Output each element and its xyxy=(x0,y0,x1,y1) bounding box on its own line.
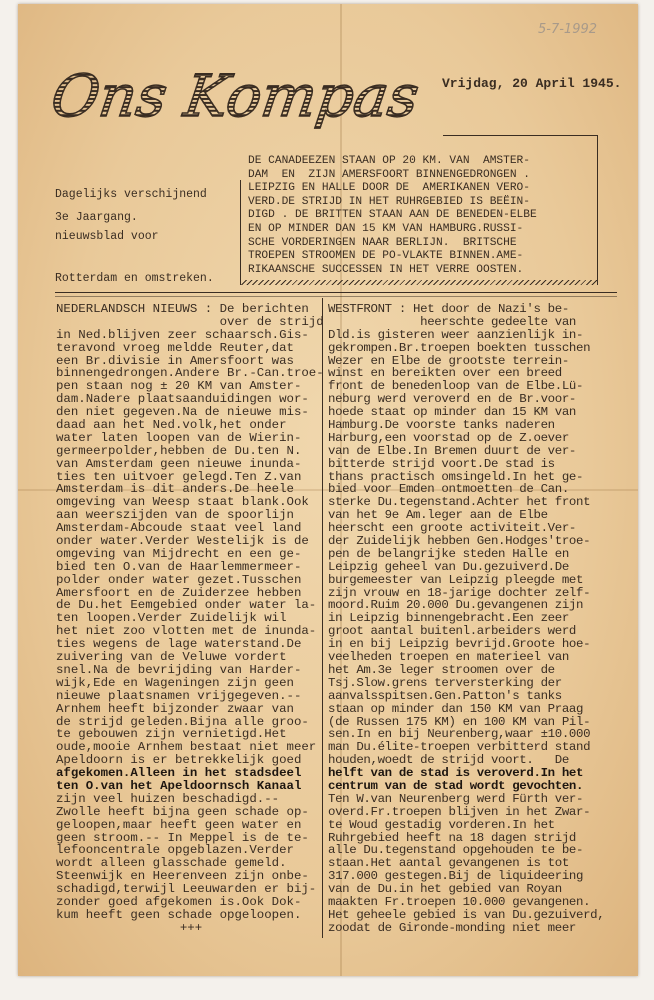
tagline xyxy=(55,160,214,300)
text-line: RIKAANSCHE SUCCESSEN IN HET VERRE OOSTEN. xyxy=(248,263,524,276)
text-line: een Br.divisie in Amersfoort was xyxy=(56,353,294,368)
text-line: SCHE VORDERINGEN NAAR BERLIJN. BRITSCHE xyxy=(248,236,517,249)
text-line: het niet zoo vlotten met de inunda- xyxy=(56,624,317,639)
text-line: zuivering van de Veluwe vordert xyxy=(56,650,287,665)
text-line: water laten loopen van de Wierin- xyxy=(56,430,302,445)
text-line: schadigd,terwijl Leeuwarden er bij- xyxy=(56,882,317,897)
text-line: bied ten O.van de Haarlemmermeer- xyxy=(56,559,302,574)
text-line: de strijd geleden.Bijna alle groo- xyxy=(56,714,309,729)
text-line: over de strijd xyxy=(56,314,324,329)
box-border-right xyxy=(597,135,598,285)
header-rule xyxy=(55,292,617,297)
text-line: lefooncentrale opgeblazen.Verder xyxy=(56,843,294,858)
text-line: Wezer en Elbe de grootste terrein- xyxy=(328,353,569,368)
text-line: aanvalsspitsen.Gen.Patton's tanks xyxy=(328,688,562,703)
text-line: Hamburg.De voorste tanks naderen xyxy=(328,418,555,433)
text-line: Ten W.van Neurenberg werd Fürth ver- xyxy=(328,791,584,806)
text-line: Amsterdam-Abcoude staat veel land xyxy=(56,521,302,536)
text-line: den niet gegeven.Na de nieuwe mis- xyxy=(56,405,309,420)
headline-box xyxy=(240,135,598,287)
text-line: Zwolle heeft bijna geen schade op- xyxy=(56,804,309,819)
text-line: Ruhrgebied heeft na 18 dagen strijd xyxy=(328,830,576,845)
text-line: van de Du.in het gebied van Royan xyxy=(328,882,562,897)
text-line: ties ten uitvoer gelegd.Ten Z.van xyxy=(56,469,302,484)
text-line: heerschte gedeelte van xyxy=(328,314,576,329)
text-line: hoede staat op minder dan 15 KM van xyxy=(328,405,576,420)
tagline-line: Dagelijks verschijnend xyxy=(55,188,207,201)
text-line: DAM EN ZIJN AMERSFOORT BINNENGEDRONGEN . xyxy=(248,168,530,181)
text-line: Amersfoort en de Zuiderzee hebben xyxy=(56,585,302,600)
text-line: Tsj.Slow.grens terversterking der xyxy=(328,675,562,690)
text-line: Harburg,een voorstad op de Z.oever xyxy=(328,430,569,445)
text-line: staan.Het aantal gevangenen is tot xyxy=(328,856,569,871)
text-line: 317.000 gestegen.Bij de liquideering xyxy=(328,869,584,884)
tagline-line: Rotterdam en omstreken. xyxy=(55,272,214,285)
text-line: omgeving van Mijdrecht en een ge- xyxy=(56,546,302,561)
text-line: geen stroom.-- In Meppel is de te- xyxy=(56,830,309,845)
box-border-left xyxy=(240,180,241,285)
text-line: staan op minder dan 150 KM van Praag xyxy=(328,701,584,716)
text-line: LEIPZIG EN HALLE DOOR DE AMERIKANEN VERO- xyxy=(248,182,530,195)
text-line: van Amsterdam geen nieuwe inunda- xyxy=(56,456,302,471)
text-line: DE CANADEEZEN STAAN OP 20 KM. VAN AMSTER- xyxy=(248,155,530,167)
text-line: het Am.3e leger stroomen over de xyxy=(328,662,555,677)
text-line: winst en bereikten over een breed xyxy=(328,366,562,381)
text-line: ten loopen.Verder Zuidelijk wil xyxy=(56,611,287,626)
text-line: maakten Fr.troepen 10.000 gevangenen. xyxy=(328,894,591,909)
text-line: germeerpolder,hebben de Du.ten N. xyxy=(56,443,302,458)
text-line: alle Du.tegenstand opgehouden te be- xyxy=(328,843,584,858)
text-line: DIGD . DE BRITTEN STAAN AAN DE BENEDEN-ELBE xyxy=(248,209,537,222)
text-line: der Zuidelijk hebben Gen.Hodges'troe- xyxy=(328,534,591,549)
text-line: polder onder water gezet.Tusschen xyxy=(56,572,302,587)
text-line: thans practisch omsingeld.In het ge- xyxy=(328,469,584,484)
text-line: EN OP MINDER DAN 15 KM VAN HAMBURG.RUSSI- xyxy=(248,222,524,235)
text-line: bitterde strijd voort.De stad is xyxy=(328,456,555,471)
text-line: daad aan het Ned.volk,het onder xyxy=(56,418,287,433)
text-line: gekrompen.Br.troepen boekten tusschen xyxy=(328,340,591,355)
issue-date: Vrijdag, 20 April 1945. xyxy=(442,76,622,91)
text-line: te Woud gestadig vorderen.In het xyxy=(328,817,555,832)
text-line: NEDERLANDSCH NIEUWS : De berichten xyxy=(56,302,309,316)
handwritten-note: 5-7-1992 xyxy=(538,22,598,37)
text-line: in en bij Leipzig bevrijd.Groote hoe- xyxy=(328,637,591,652)
text-line: nieuwe plaatsnamen vrijgegeven.-- xyxy=(56,688,302,703)
text-line: helft van de stad is veroverd.In het xyxy=(328,766,584,781)
text-line: houden,woedt de strijd voort. De xyxy=(328,753,569,768)
text-line: van de Elbe.In Bremen duurt de ver- xyxy=(328,443,576,458)
text-line: neburg werd veroverd en de Br.voor- xyxy=(328,392,576,407)
tagline-line: nieuwsblad voor xyxy=(55,230,159,243)
text-line: groot aantal buitenl.arbeiders werd xyxy=(328,624,576,639)
text-line: veelheden troepen en materieel van xyxy=(328,650,569,665)
text-line: de Du.het Eemgebied onder water la- xyxy=(56,598,317,613)
text-line: binnengedrongen.Andere Br.-Can.troe- xyxy=(56,366,324,381)
text-line: overd.Fr.troepen blijven in het Zwar- xyxy=(328,804,591,819)
text-line: zonder goed afgekomen is.Ook Dok- xyxy=(56,894,302,909)
text-line: in Ned.blijven zeer schaarsch.Gis- xyxy=(56,327,309,342)
text-line: Dld.is gisteren weer aanzienlijk in- xyxy=(328,327,584,342)
text-line: snel.Na de bevrijding van Harder- xyxy=(56,662,302,677)
text-line: van het 9e Am.leger aan de Elbe xyxy=(328,508,548,523)
text-line: dam.Nadere plaatsaanduidingen wor- xyxy=(56,392,309,407)
text-line: zijn vrouw en 18-jarige dochter zelf- xyxy=(328,585,591,600)
text-line: centrum van de stad wordt gevochten. xyxy=(328,778,584,793)
article-westfront xyxy=(328,303,604,935)
box-border-bottom xyxy=(240,280,598,285)
text-line: ten O.van het Apeldoornsch Kanaal xyxy=(56,778,302,793)
text-line: onder water.Verder Westelijk is de xyxy=(56,534,309,549)
text-line: omgeving van Weesp staat blank.Ook xyxy=(56,495,309,510)
text-line: pen staan nog ± 20 KM van Amster- xyxy=(56,379,302,394)
text-line: geloopen,maar heeft geen water en xyxy=(56,817,302,832)
text-line: afgekomen.Alleen in het stadsdeel xyxy=(56,766,302,781)
text-line: aan weerszijden van de spoorlijn xyxy=(56,508,294,523)
text-line: te gebouwen zijn vernietigd.Het xyxy=(56,727,287,742)
text-line: front de benedenloop van de Elbe.Lü- xyxy=(328,379,584,394)
text-line: (de Russen 175 KM) en 100 KM van Pil- xyxy=(328,714,591,729)
text-line: heerscht een groote activiteit.Ver- xyxy=(328,521,576,536)
headline-summary xyxy=(248,155,537,277)
volume-label: 3e Jaargang. xyxy=(55,211,138,224)
newspaper-title: Ons Kompas xyxy=(47,62,424,130)
text-line: zijn veel huizen beschadigd.-- xyxy=(56,791,280,806)
text-line: zoodat de Gironde-monding niet meer xyxy=(328,920,576,935)
text-line: wordt alleen glasschade gemeld. xyxy=(56,856,287,871)
text-line: moord.Ruim 20.000 Du.gevangenen zijn xyxy=(328,598,584,613)
text-line: VERD.DE STRIJD IN HET RUHRGEBIED IS BEËIN- xyxy=(248,195,530,208)
text-line: Amsterdam is dit anders.De heele xyxy=(56,482,294,497)
text-line: Steenwijk en Heerenveen zijn onbe- xyxy=(56,869,309,884)
text-line: bied voor Emden ontmoetten de Can. xyxy=(328,482,569,497)
text-line: +++ xyxy=(179,920,203,935)
text-line: Arnhem heeft bijzonder zwaar van xyxy=(56,701,294,716)
text-line: Het geheele gebied is van Du.gezuiverd, xyxy=(328,907,605,922)
text-line: kum heeft geen schade opgeloopen. xyxy=(56,907,302,922)
text-line: pen de belangrijke steden Halle en xyxy=(328,546,569,561)
box-border-top xyxy=(443,135,598,136)
text-line: in Leipzig binnengebracht.Een zeer xyxy=(328,611,569,626)
text-line: teravond vroeg meldde Reuter,dat xyxy=(56,340,294,355)
article-nederlandsch-nieuws xyxy=(56,303,326,935)
text-line: burgemeester van Leipzig pleegde met xyxy=(328,572,584,587)
text-line: Apeldoorn is er betrekkelijk goed xyxy=(56,753,302,768)
text-line: oude,mooie Arnhem bestaat niet meer xyxy=(56,740,317,755)
text-line: sterke Du.tegenstand.Achter het front xyxy=(328,495,591,510)
text-line: man Du.élite-troepen verbitterd stand xyxy=(328,740,591,755)
text-line: WESTFRONT : Het door de Nazi's be- xyxy=(328,302,569,316)
text-line: TROEPEN STROOMEN DE PO-VLAKTE BINNEN.AME- xyxy=(248,250,524,263)
text-line: ties wegens de lage waterstand.De xyxy=(56,637,302,652)
text-line: Leipzig geheel van Du.gezuiverd.De xyxy=(328,559,569,574)
text-line: wijk,Ede en Wageningen zijn geen xyxy=(56,675,294,690)
text-line: sen.In en bij Neurenberg,waar ±10.000 xyxy=(328,727,591,742)
